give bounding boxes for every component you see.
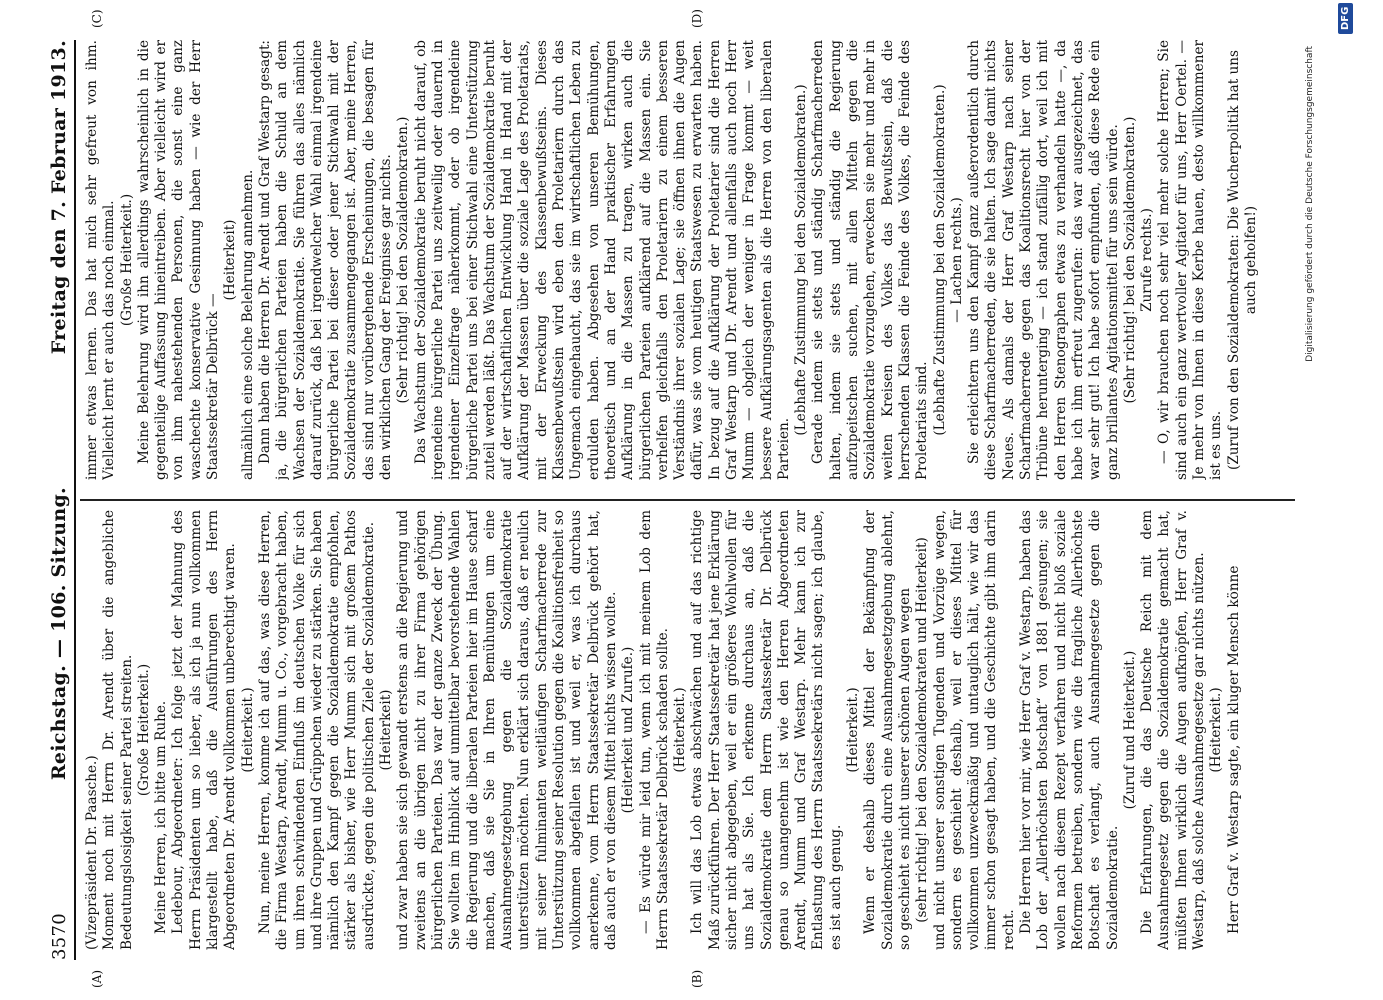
margin-marker-b: (B) (690, 969, 704, 988)
paragraph: allmählich eine solche Belehrung annehmen. (239, 169, 256, 480)
paragraph: Die Herren hier vor mir, wie Herr Graf v. Westarp, haben das Lob der „Allerhöchsten Botschaft“ von 1881 gesungen; sie wollen nach diesem Rezept verfahren und nicht bloß soziale Reformen betreiben, sondern wie die fragliche Allerhöchste Botschaft es verlangt, auch Ausnahmegesetze gegen die Sozialdemokratie. (1018, 510, 1121, 950)
paragraph: und zwar haben sie sich gewandt erstens an die Regierung und zweitens an die übrigen nicht zu ihrer Firma gehörigen bürgerlichen Parteien. Das war der ganze Zweck der Übung. Sie wollten im Hinblick auf unmittelbar bevorstehende Wahlen die Regierung und die liberalen Parteien hier im Hause scharf machen, daß sie Sie in Ihren Bemühungen um eine Ausnahmegesetzgebung gegen die Sozialdemokratie unterstützen möchten. Nun erklärt sich daraus, daß er neulich mit seiner fulminanten weitläufigen Scharfmacherrede zur Unterstützung seiner Resolution gegen die Koalitionsfreiheit so vollkommen abgefallen ist und weil er, was ich durchaus anerkenne, vom Herrn Staatssekretär Delbrück gehört hat, daß auch er von diesem Mittel nichts wissen wollte. (395, 510, 619, 950)
digitization-credit: Digitalisierung gefördert durch die Deutsche Forschungsgemeinschaft (1305, 46, 1315, 362)
page-number: 3570 (49, 912, 70, 960)
page-header (40, 40, 70, 960)
paragraph: Zurufe rechts.) (1139, 208, 1156, 312)
paragraph: (Heiterkeit.) (1208, 687, 1225, 773)
paragraph: Moment noch mit Herrn Dr. Arendt über die angebliche Bedeutungslosigkeit seiner Partei streiten. (101, 510, 135, 950)
paragraph: Ledebour, Abgeordneter: Ich folge jetzt der Mahnung des Herrn Präsidenten um so lieber, als ich ja nun vollkommen klargestellt habe, daß die Ausführungen des Herrn Abgeordneten Dr. Arendt vollkommen unberechtigt waren. (170, 510, 239, 950)
paragraph: — Lachen rechts.) (948, 197, 965, 323)
paragraph: (Heiterkeit.) (845, 687, 862, 773)
paragraph: (Heiterkeit) (378, 689, 395, 771)
paragraph: immer etwas lernen. Das hat mich sehr gefreut von ihm. Vielleicht lernt er auch das noch einmal. (84, 40, 118, 480)
paragraph: (Große Heiterkeit.) (118, 193, 135, 327)
dfg-logo: DFG (1338, 3, 1353, 34)
right-column (84, 40, 1289, 480)
paragraph: (Heiterkeit und Zurufe.) (620, 646, 637, 814)
paragraph: Sie erleichtern uns den Kampf ganz außerordentlich durch diese Scharfmacherreden, die sie halten. Ich sage damit nichts Neues. Als damals der Herr Graf Westarp nach seiner Scharfmacherrede gegen das Koalitionsrecht hier von der Tribüne herunterging — ich stand zufällig dort, weil ich mit den Herren Stenographen etwas zu verhandeln hatte —, da habe ich ihm erfreut zugerufen: das war ausgezeichnet, das war sehr gut! Ich habe sofort empfunden, daß diese Rede ein ganz brillantes Agitationsmittel für uns sein würde. (966, 40, 1121, 480)
paragraph: (Heiterkeit.) (239, 687, 256, 773)
paragraph: (Lebhafte Zustimmung bei den Sozialdemokraten.) (793, 84, 810, 436)
paragraph: (Heiterkeit) (222, 219, 239, 301)
margin-marker-a: (A) (90, 969, 104, 988)
paragraph: und nicht unserer sonstigen Tugenden und Vorzüge wegen, sondern es geschieht deshalb, weil er dieses Mittel für vollkommen unzweckmäßig und untauglich hält, wie wir das immer schon gesagt haben, und die Geschichte gibt ihm darin recht. (931, 510, 1017, 950)
session-title: Reichstag. — 106. Sitzung. (48, 487, 70, 781)
paragraph: Meine Belehrung wird ihn allerdings wahrscheinlich in die gegenteilige Auffassung hineintreiben. Aber vielleicht wird er von ihm nahestehenden Personen, die sonst eine ganz waschechte konservative Gesinnung haben — wie der Herr Staatssekretär Delbrück — (135, 40, 222, 480)
paragraph: (Vizepräsident Dr. Paasche.) (84, 755, 100, 950)
paragraph: Herr Graf v. Westarp sagte, ein kluger Mensch könne (1225, 565, 1242, 934)
margin-marker-d: (D) (690, 9, 704, 28)
paragraph: (Heiterkeit.) (672, 687, 689, 773)
paragraph: Meine Herren, ich bitte um Ruhe. (153, 700, 170, 934)
paragraph: Das Wachstum der Sozialdemokratie beruht nicht darauf, ob irgendeine bürgerliche Partei uns zeitweilig oder dauernd in irgendeiner Einzelfrage näherkommt, oder ob irgendeine bürgerliche Partei uns bei einer Stichwahl eine Unterstützung zuteil werden läßt. Das Wachstum der Sozialdemokratie beruht auf der wirtschaftlichen Entwicklung Hand in Hand mit der Aufklärung der Massen über die soziale Lage des Proletariats, mit der Erweckung des Klassenbewußtseins. Dieses Klassenbewußtsein wird eben den Proletariern durch das Ungemach eingehaucht, das sie im wirtschaftlichen Leben zu erdulden haben. Abgesehen von unseren Bemühungen, theoretisch und an der Hand praktischer Erfahrungen Aufklärung in die Massen zu tragen, wirken auch die bürgerlichen Parteien aufklärend auf die Massen ein. Sie verhelfen gleichfalls den Proletariern zu einem besseren Verständnis ihrer sozialen Lage; sie öffnen ihnen die Augen dafür, was sie vom heutigen Staatswesen zu erwarten haben. In bezug auf die Aufklärung der Proletarier sind die Herren Graf Westarp und Dr. Arendt und allenfalls auch noch Herr Mumm — obgleich der weniger in Frage kommt — weit bessere Aufklärungsagenten als die Herren von den liberalen Parteien. (412, 40, 792, 480)
left-column (84, 510, 1289, 950)
paragraph: Wenn er deshalb dieses Mittel der Bekämpfung der Sozialdemokratie durch eine Ausnahmegesetzgebung ablehnt, so geschieht es nicht unserer schönen Augen wegen (862, 510, 913, 950)
paragraph: Die Erfahrungen, die das Deutsche Reich mit dem Ausnahmegesetz gegen die Sozialdemokratie gemacht hat, müßten Ihnen wirklich die Augen aufknöpfen, Herr Graf v. Westarp, daß solche Ausnahmegesetze gar nichts nützen. (1139, 510, 1207, 950)
column-divider (80, 500, 1295, 502)
paragraph: (Zuruf und Heiterkeit.) (1121, 650, 1138, 810)
paragraph: Ich will das Lob etwas abschwächen und auf das richtige Maß zurückführen. Der Herr Staatssekretär hat jene Erklärung sicher nicht abgegeben, weil er ein größeres Wohlwollen für uns hat als Sie. Ich erkenne durchaus an, daß die Sozialdemokratie dem Herrn Staatssekretär Dr. Delbrück genau so unangenehm ist wie den Herren Abgeordneten Arendt, Mumm und Graf Westarp. Mehr kann ich zur Entlastung des Herrn Staatssekretärs nicht sagen; ich glaube, es ist auch genug. (689, 510, 844, 950)
paragraph: Nun, meine Herren, komme ich auf das, was diese Herren, die Firma Westarp, Arendt, Mumm u. Co., vorgebracht haben, um ihren schwindenden Einfluß im deutschen Volke für sich und ihre Gruppen und Grüppchen wieder zu stärken. Sie haben nämlich den Kampf gegen die Sozialdemokratie empfohlen, stärker als bisher, wie Herr Mumm sich mit großem Pathos ausdrückte, gegen die politischen Ziele der Sozialdemokratie. (256, 510, 377, 950)
paragraph: (Große Heiterkeit.) (135, 663, 152, 797)
header-rule (74, 40, 76, 960)
paragraph: (Lebhafte Zustimmung bei den Sozialdemokraten.) (931, 84, 948, 436)
paragraph: (Sehr richtig! bei den Sozialdemokraten.) (395, 116, 412, 404)
paragraph: (Sehr richtig! bei den Sozialdemokraten.) (1121, 116, 1138, 404)
paragraph: Dann haben die Herren Dr. Arendt und Graf Westarp gesagt: ja, die bürgerlichen Parteien haben die Schuld an dem Wachsen der Sozialdemokratie. Sie führen das alles nämlich darauf zurück, daß bei irgendwelcher Wahl einmal irgendeine bürgerliche Partei bei dieser oder jener Stichwahl mit der Sozialdemokratie zusammengegangen ist. Aber, meine Herren, das sind nur vorübergehende Erscheinungen, die besagen für den wirklichen Gang der Ereignisse gar nichts. (256, 40, 395, 480)
paragraph: (Zuruf von den Sozialdemokraten: Die Wucherpolitik hat uns auch geholfen!) (1225, 50, 1259, 470)
paragraph: — O, wir brauchen noch sehr viel mehr solche Herren; Sie sind auch ein ganz wertvoller Agitator für uns, Herr Oertel. — Je mehr von Ihnen in diese Kerbe hauen, desto willkommener ist es uns. (1156, 40, 1225, 480)
paragraph: — Es würde mir leid tun, wenn ich mit meinem Lob dem Herrn Staatssekretär Delbrück schaden sollte. (637, 510, 671, 950)
margin-marker-c: (C) (90, 9, 104, 28)
paragraph: (sehr richtig! bei den Sozialdemokraten und Heiterkeit) (914, 537, 931, 923)
session-date: Freitag den 7. Februar 1913. (48, 40, 70, 355)
paragraph: Gerade indem sie stets und ständig Scharfmacherreden halten, indem sie stets und ständig die Regierung aufzupeitschen suchen, mit allen Mitteln gegen die Sozialdemokratie vorzugehen, erwecken sie mehr und mehr in weiten Kreisen des Volkes das Bewußtsein, daß die herrschenden Klassen die Feinde des Volkes, die Feinde des Proletariats sind. (810, 40, 931, 480)
